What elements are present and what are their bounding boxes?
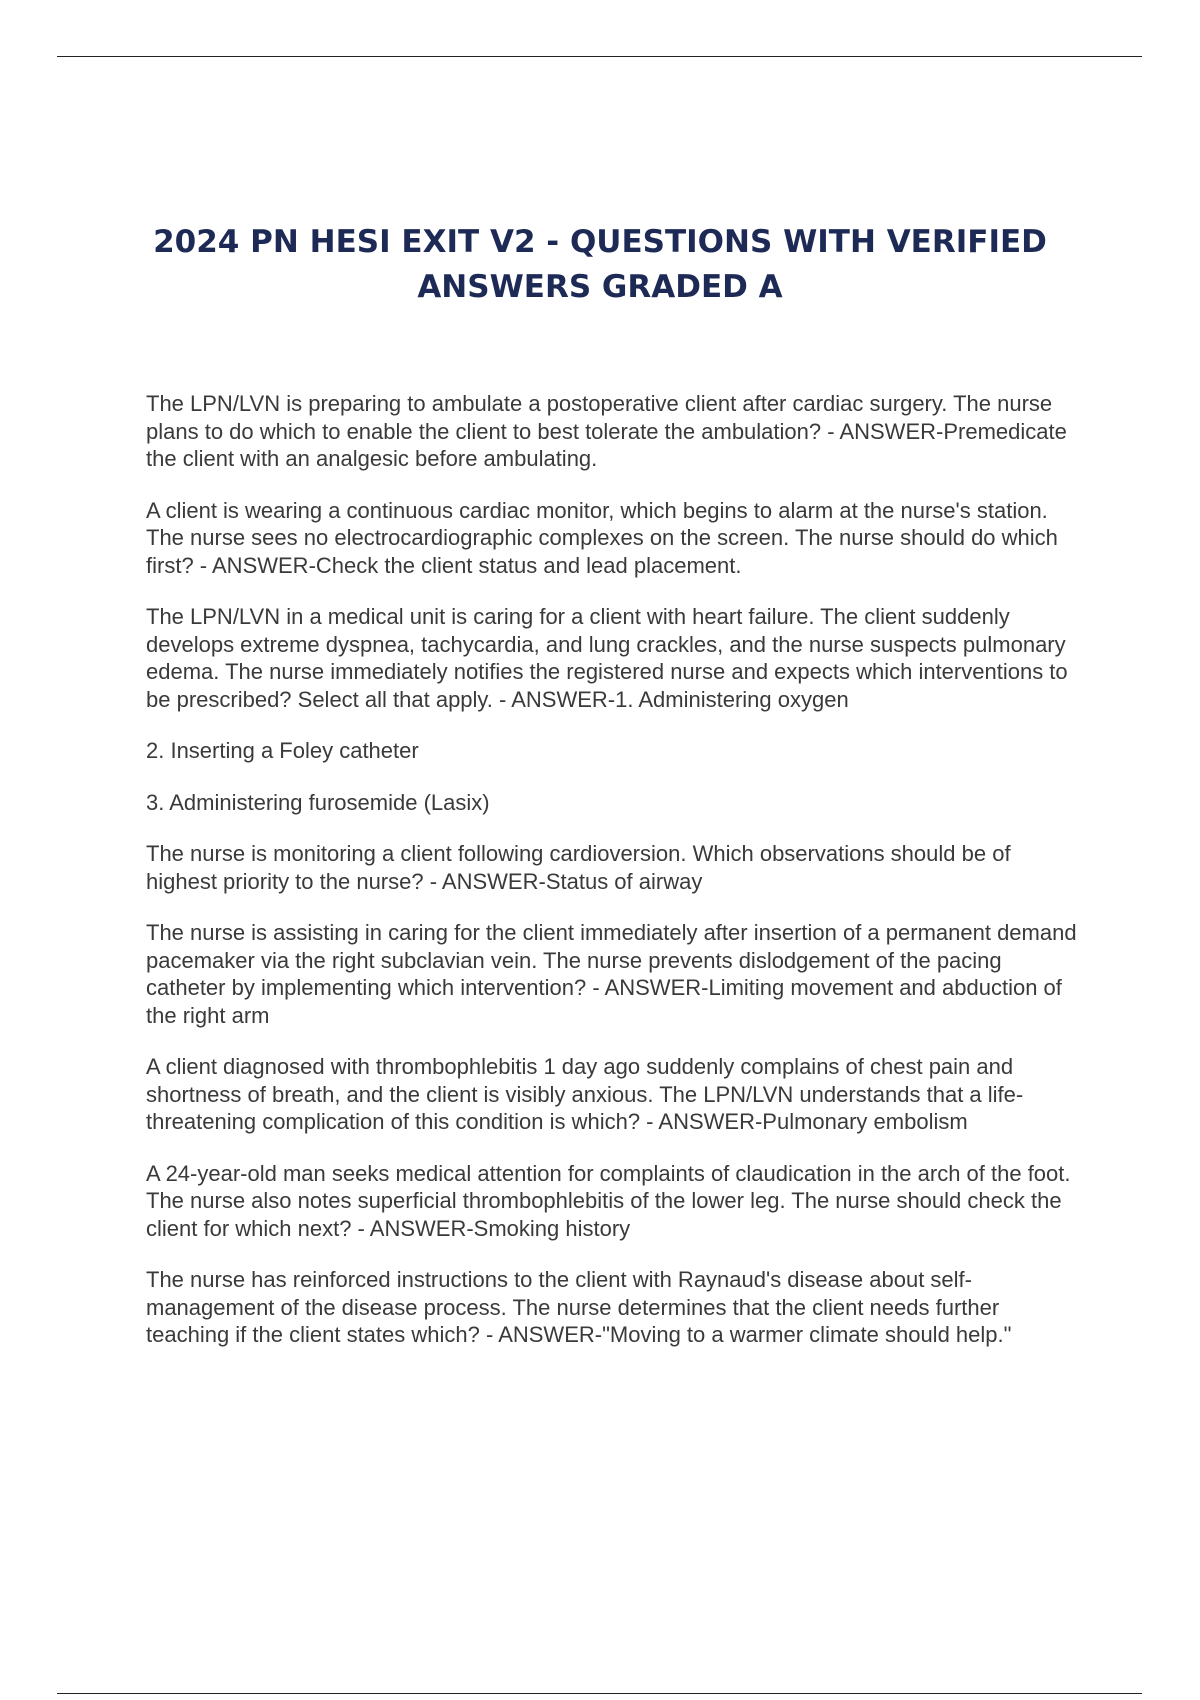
question-paragraph-8: The nurse has reinforced instructions to the client with Raynaud's disease about self-management of the disease process. The nurse determines that the client needs further teaching if the client states which? - ANSWER-"Moving to a warmer climate should help." <box>146 1267 1012 1347</box>
question-paragraph-6: A client diagnosed with thrombophlebitis 1 day ago suddenly complains of chest pain and shortness of breath, and the client is visibly anxious. The LPN/LVN understands that a life-threatening complication of this condition is which? - ANSWER-Pulmonary embolism <box>146 1054 1024 1134</box>
question-paragraph-5: The nurse is assisting in caring for the client immediately after insertion of a permanent demand pacemaker via the right subclavian vein. The nurse prevents dislodgement of the pacing catheter by implementing which intervention? - ANSWER-Limiting movement and abduction of the right arm <box>146 920 1077 1028</box>
question-paragraph-1: The LPN/LVN is preparing to ambulate a postoperative client after cardiac surgery. The nurse plans to do which to enable the client to best tolerate the ambulation? - ANSWER-Premedicate the client with an analgesic before ambulating. <box>146 391 1067 471</box>
answer-item-2: 2. Inserting a Foley catheter <box>146 738 419 763</box>
question-paragraph-2: A client is wearing a continuous cardiac monitor, which begins to alarm at the nurse's station. The nurse sees no electrocardiographic complexes on the screen. The nurse should do which first? - ANSWER-Check the client status and lead placement. <box>146 497 1058 578</box>
question-paragraph-7: A 24-year-old man seeks medical attention for complaints of claudication in the arch of the foot. The nurse also notes superficial thrombophlebitis of the lower leg. The nurse should check the client for which next? - ANSWER-Smoking history <box>146 1160 1071 1241</box>
top-divider <box>57 56 1142 57</box>
question-paragraph-4: The nurse is monitoring a client following cardioversion. Which observations should be of highest priority to the nurse? - ANSWER-Status of airway <box>146 841 1011 894</box>
document-body <box>146 390 1086 1373</box>
document-title: 2024 PN HESI EXIT V2 - QUESTIONS WITH VERIFIED ANSWERS GRADED A <box>153 224 1047 305</box>
bottom-divider <box>57 1693 1142 1694</box>
question-paragraph-3: The LPN/LVN in a medical unit is caring for a client with heart failure. The client suddenly develops extreme dyspnea, tachycardia, and lung crackles, and the nurse suspects pulmonary edema. The nurse immediately notifies the registered nurse and expects which interventions to be prescribed? Select all that apply. - ANSWER-1. Administering oxygen <box>146 604 1068 712</box>
answer-item-3: 3. Administering furosemide (Lasix) <box>146 789 490 815</box>
